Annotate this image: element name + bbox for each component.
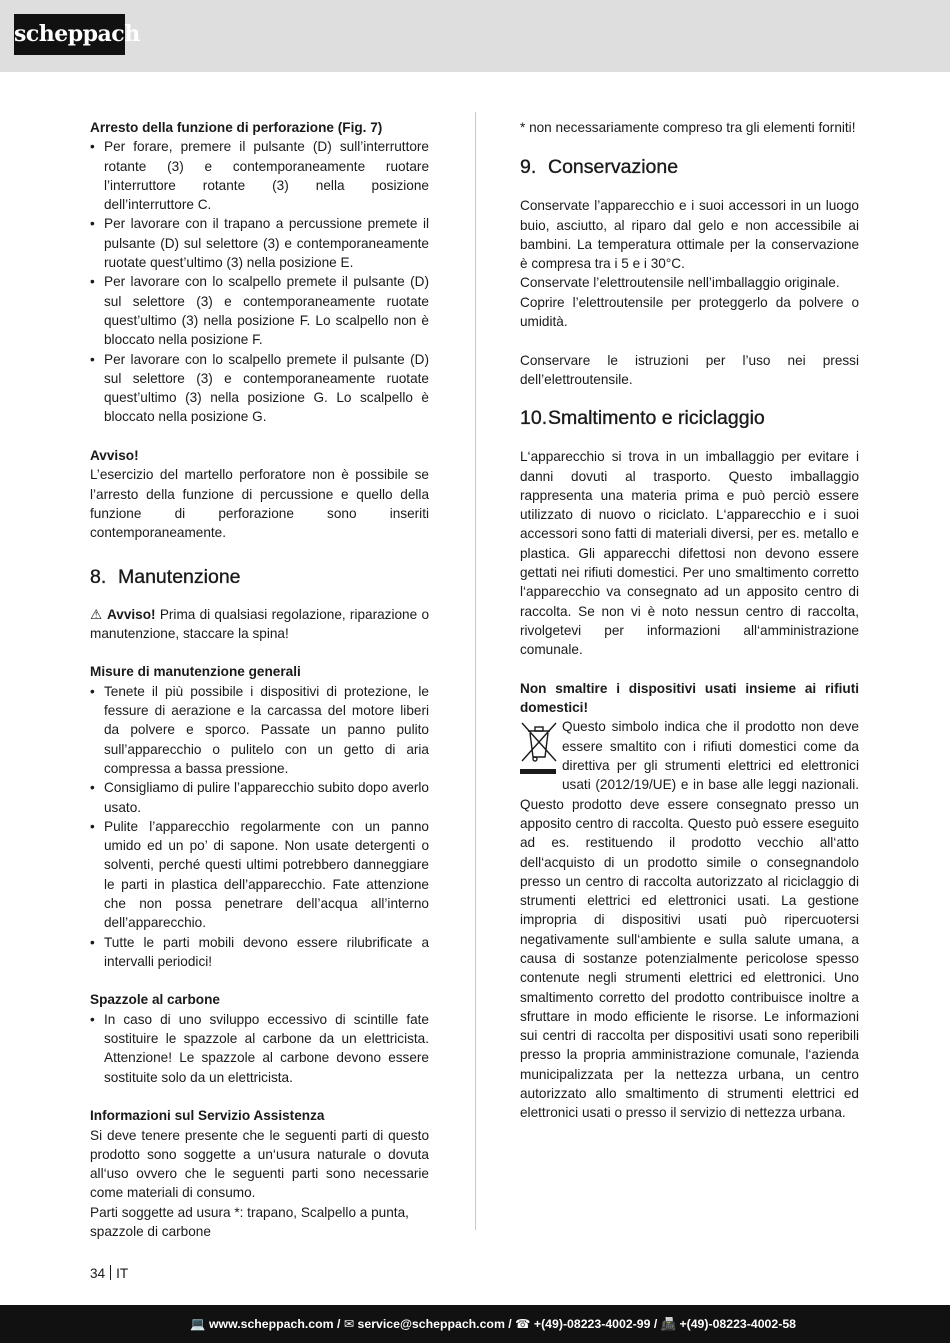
header-band — [0, 0, 950, 72]
storage-text: Conservate l’apparecchio e i suoi accessori in un luogo buio, asciutto, al riparo dal gelo e non accessibile ai bambini. La temperatura ottimale per la conservazione è compresa tra i 5 e i 30°C. — [520, 198, 859, 272]
warning-icon: ⚠ — [90, 606, 103, 622]
section-heading-storage — [520, 155, 859, 179]
footnote: * non necessariamente compreso tra gli elementi forniti! — [520, 120, 856, 135]
footer-phone: +(49)-08223-4002-99 — [533, 1317, 651, 1331]
list-item: • Per lavorare con lo scalpello premete il pulsante (D) sul selettore (3) e contemporaneamente ruotate quest’ultimo (3) nella posizione G. Lo scalpello è bloccato nella posizione G. — [90, 350, 429, 427]
general-maintenance-list — [90, 682, 429, 971]
mail-icon: ✉ — [343, 1317, 355, 1331]
storage-text: Conservare le istruzioni per l’uso nei pressi dell’elettroutensile. — [520, 352, 859, 387]
storage-text: Coprire l’elettroutensile per proteggerlo da polvere o umidità. — [520, 294, 859, 330]
service-text: Si deve tenere presente che le seguenti parti di questo prodotto sono soggette a un‘usura naturale o dovuta all‘uso ovvero che le seguenti parti sono necessarie come materiali di consumo. — [90, 1127, 429, 1201]
computer-icon: 💻 — [190, 1317, 206, 1331]
general-maintenance-title: Misure di manutenzione generali — [90, 664, 301, 680]
footer-website[interactable]: www.scheppach.com — [208, 1317, 334, 1331]
list-item: • Tenete il più possibile i dispositivi di protezione, le fessure di aerazione e la carcassa del motore liberi da polvere e sporco. Passate un panno pulito sull’apparecchio o pulitelo con un getto di aria compressa a bassa pressione. — [90, 682, 429, 778]
section-heading-disposal — [520, 406, 859, 430]
warning-text: Prima di qualsiasi regolazione, riparazione o manutenzione, staccare la spina! — [90, 606, 429, 641]
footer-email[interactable]: service@scheppach.com — [357, 1317, 505, 1331]
page-language: IT — [116, 1266, 129, 1281]
fax-icon: 📠 — [660, 1317, 677, 1331]
section-title: Manutenzione — [118, 565, 241, 588]
drill-stop-title: Arresto della funzione di perforazione (Fig. 7) — [90, 120, 383, 135]
brushes-title: Spazzole al carbone — [90, 992, 220, 1008]
footer-separator: / — [333, 1317, 344, 1331]
weee-block — [520, 717, 859, 1122]
drill-stop-list — [90, 137, 429, 426]
list-item: • In caso di uno sviluppo eccessivo di scintille fate sostituire le spazzole al carbone da un elettricista. Attenzione! Le spazzole al carbone devono essere sostituite solo da un elettricista. — [90, 1010, 429, 1087]
brand-logo: scheppach — [14, 14, 125, 55]
service-title: Informazioni sul Servizio Assistenza — [90, 1108, 325, 1124]
notice-title: Avviso! — [90, 448, 139, 464]
page-number-value: 34 — [90, 1266, 106, 1281]
list-item: • Per forare, premere il pulsante (D) sull’interruttore rotante (3) e contemporaneamente ruotare l’interruttore rotante (3) nella posizione dell’interruttore C. — [90, 137, 429, 214]
phone-icon: ☎ — [515, 1317, 531, 1331]
footer-bar — [0, 1305, 950, 1343]
list-item: • Per lavorare con il trapano a percussione premete il pulsante (D) sul selettore (3) e contemporaneamente ruotate quest’ultimo (3) nella posizione E. — [90, 214, 429, 272]
section-number: 9. — [520, 156, 537, 179]
warning-paragraph — [90, 605, 429, 644]
list-item: • Tutte le parti mobili devono essere rilubrificate a intervalli periodici! — [90, 933, 429, 972]
disposal-text: L‘apparecchio si trova in un imballaggio per evitare i danni dovuti al trasporto. Questo imballaggio rappresenta una materia prima e può perciò essere utilizzato di nuovo o riciclato. L‘apparecchio e i suoi accessori sono fatti di materiali diversi, per es. metallo e plastica. Gli apparecchi difettosi non devono essere gettati nei rifiuti domestici. Per uno smaltimento corretto l‘apparecchio va consegnato ad un apposito centro di raccolta. Se non vi è noto nessun centro di raccolta, rivolgetevi per informazioni all‘amministrazione comunale. — [520, 449, 859, 658]
right-column — [520, 118, 859, 1123]
section-heading-maintenance — [90, 565, 429, 589]
list-item: • Pulite l’apparecchio regolarmente con un panno umido ed un po’ di sapone. Non usate detergenti o solventi, perché questi ultimi potrebbero danneggiare le parti in plastica dell’apparecchio. Fate attenzione che non possa penetrare dell’acqua all’interno dell’apparecchio. — [90, 817, 429, 933]
weee-title: Non smaltire i dispositivi usati insieme ai rifiuti domestici! — [520, 680, 859, 716]
section-number: 8. — [90, 565, 107, 588]
section-title: Conservazione — [548, 156, 679, 179]
column-divider — [475, 112, 476, 1230]
notice-text: L’esercizio del martello perforatore non è possibile se l’arresto della funzione di percussione e quello della funzione di perforazione sono inseriti contemporaneamente. — [90, 467, 429, 541]
list-item: • Per lavorare con lo scalpello premete il pulsante (D) sul selettore (3) e contemporaneamente ruotate quest’ultimo (3) nella posizione F. Lo scalpello non è bloccato nella posizione F. — [90, 272, 429, 349]
crossed-bin-icon — [520, 719, 558, 777]
footer-separator: / — [650, 1317, 661, 1331]
section-title: Smaltimento e riciclaggio — [548, 407, 765, 430]
left-column — [90, 118, 429, 1241]
footer-separator: / — [504, 1317, 516, 1331]
warning-label: Avviso! — [106, 606, 156, 622]
service-wear-parts: Parti soggette ad usura *: trapano, Scalpello a punta, spazzole di carbone — [90, 1204, 409, 1240]
weee-text: Questo simbolo indica che il prodotto non deve essere smaltito con i rifiuti domestici come da direttiva per gli strumenti elettrici ed elettronici usati (2012/19/UE) e in base alle leggi nazionali. Questo prodotto deve essere consegnato presso un apposito centro di raccolta. Questo può essere eseguito ad es. restituendo il prodotto vecchio all‘atto dell‘acquisto di un prodotto simile o consegnandolo presso un centro di raccolta autorizzato al riciclaggio di strumenti elettrici ed elettronici usati. La gestione impropria di dispositivi usati può ripercuotersi negativamente sull‘ambiente e sulla salute umana, a causa di sostanze potenzialmente pericolose spesso contenute negli strumenti elettrici ed elettronici. Uno smaltimento corretto del prodotto contribuisce inoltre a sfruttare in modo efficiente le risorse. Le informazioni sui centri di raccolta per dispositivi usati sono reperibili presso la propria amministrazione comunale, l‘azienda municipalizzata per la nettezza urbana, un centro autorizzato allo smaltimento di strumenti elettrici ed elettronici usati o presso il servizio di nettezza urbana. — [520, 719, 859, 1121]
page-number — [90, 1264, 128, 1283]
list-item: • Consigliamo di pulire l’apparecchio subito dopo averlo usato. — [90, 778, 429, 817]
footer-fax: +(49)-08223-4002-58 — [679, 1317, 796, 1331]
brushes-list — [90, 1010, 429, 1087]
storage-text: Conservate l’elettroutensile nell’imballaggio originale. — [520, 275, 840, 291]
section-number: 10. — [520, 407, 548, 430]
